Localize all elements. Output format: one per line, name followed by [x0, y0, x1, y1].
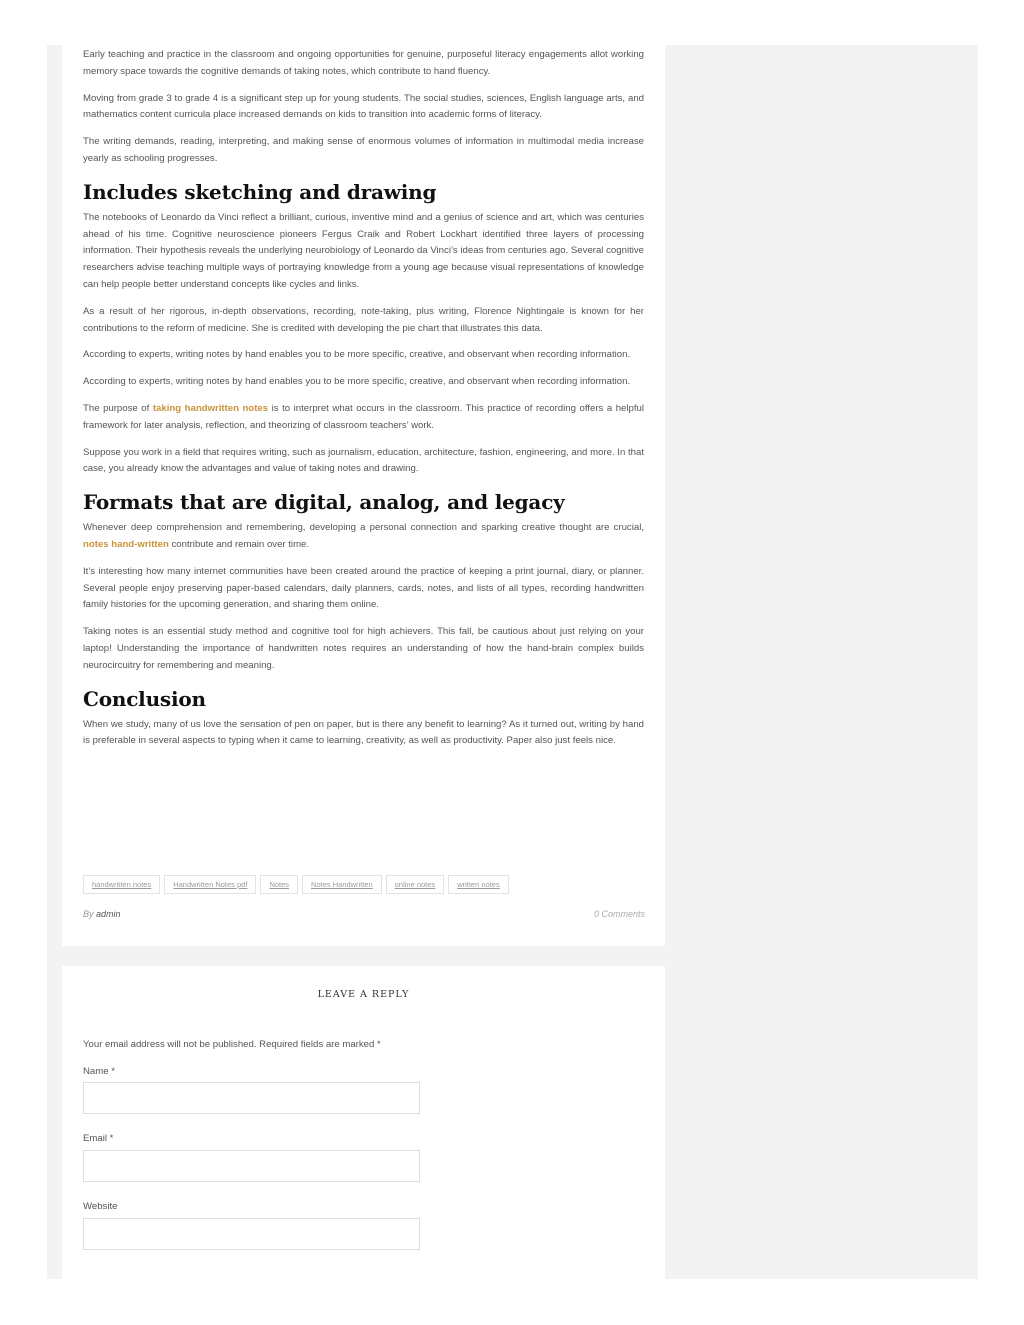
- paragraph: Early teaching and practice in the classroom and ongoing opportunities for genuine, purposeful literacy engagements allot working memory space towards the cognitive demands of taking notes, which contribute to hand fluency.: [83, 49, 644, 77]
- text: Whenever deep comprehension and remembering, developing a personal connection and sparking creative thought are crucial,: [83, 522, 644, 534]
- tag-link[interactable]: online notes: [386, 875, 444, 894]
- paragraph: [83, 520, 644, 554]
- taking-handwritten-notes-link[interactable]: taking handwritten notes: [152, 402, 269, 414]
- paragraph: It’s interesting how many internet communities have been created around the practice of keeping a print journal, diary, or planner. Several people enjoy preserving paper-based calendars, daily planners, cards, notes, and lists of all types, recording handwritten family histories for the upcoming generation, and sharing them online.: [83, 565, 644, 611]
- name-label: Name *: [83, 1066, 115, 1077]
- paragraph: The writing demands, reading, interpreting, and making sense of enormous volumes of information in multimodal media increase yearly as schooling progresses.: [83, 136, 644, 164]
- email-input[interactable]: [83, 1150, 420, 1182]
- tag-link[interactable]: written notes: [448, 875, 509, 894]
- tag-link[interactable]: Notes: [260, 875, 298, 894]
- paragraph: Suppose you work in a field that requires writing, such as journalism, education, architecture, fashion, engineering, and more. In that case, you already know the advantages and value of taking notes and drawing.: [83, 446, 644, 475]
- section-heading-conclusion: Conclusion: [83, 686, 206, 711]
- paragraph: Taking notes is an essential study method and cognitive tool for high achievers. This fall, be cautious about just relying on your laptop! Understanding the importance of handwritten notes requires an understanding of how the hand-brain complex builds neurocircuitry for remembering and meaning.: [83, 626, 644, 671]
- paragraph: According to experts, writing notes by hand enables you to be more specific, creative, and observant when recording information.: [83, 376, 631, 388]
- email-label: Email *: [83, 1133, 114, 1144]
- section-heading-sketching: Includes sketching and drawing: [83, 179, 437, 204]
- tag-list: [83, 875, 509, 894]
- paragraph: [83, 401, 644, 435]
- paragraph: Moving from grade 3 to grade 4 is a significant step up for young students. The social studies, sciences, English language arts, and mathematics content curricula place increased demands on kids to transition into academic forms of literacy.: [83, 92, 644, 121]
- tag-link[interactable]: handwritten notes: [83, 875, 160, 894]
- website-label: Website: [83, 1201, 118, 1212]
- text: is to interpret what occurs in the classroom. This practice of recording offers a helpful framework for later analysis, reflection, and theorizing of classroom teachers’ work.: [83, 402, 644, 431]
- tag-link[interactable]: Notes Handwritten: [302, 875, 382, 894]
- by-label: By: [83, 909, 94, 919]
- article-body: [83, 47, 644, 760]
- email-notice: Your email address will not be published. Required fields are marked *: [83, 1039, 381, 1050]
- text: The purpose of: [83, 402, 153, 414]
- reply-title: LEAVE A REPLY: [317, 989, 410, 1000]
- comments-link[interactable]: 0 Comments: [593, 909, 645, 919]
- notes-hand-written-link[interactable]: notes hand-written: [83, 538, 169, 550]
- name-input[interactable]: [83, 1082, 420, 1114]
- text: contribute and remain over time.: [168, 538, 310, 550]
- author-link[interactable]: admin: [96, 909, 121, 919]
- post-meta: [83, 909, 645, 919]
- paragraph: The notebooks of Leonardo da Vinci reflect a brilliant, curious, inventive mind and a genius of science and art, which was centuries ahead of his time. Cognitive neuroscience pioneers Fergus Craik and Robert Lockhart identified three layers of processing information. Their hypothesis reveals the underlying neurobiology of Leonardo da Vinci’s ideas from centuries ago. Several cognitive researchers advise teaching multiple ways of portraying knowledge from a young age because visual representations of knowledge can help people better understand concepts like cycles and links.: [83, 211, 644, 290]
- section-heading-formats: Formats that are digital, analog, and legacy: [83, 490, 565, 515]
- paragraph: As a result of her rigorous, in-depth observations, recording, note-taking, plus writing, Florence Nightingale is known for her contributions to the reform of medicine. She is credited with developing the pie chart that illustrates this data.: [83, 305, 644, 334]
- tag-link[interactable]: Handwritten Notes pdf: [164, 875, 256, 894]
- paragraph: According to experts, writing notes by hand enables you to be more specific, creative, and observant when recording information.: [83, 349, 631, 361]
- website-input[interactable]: [83, 1218, 420, 1250]
- paragraph: When we study, many of us love the sensation of pen on paper, but is there any benefit to learning? As it turned out, writing by hand is preferable in several aspects to typing when it came to learning, creativity, as well as productivity. Paper also just feels nice.: [83, 718, 644, 747]
